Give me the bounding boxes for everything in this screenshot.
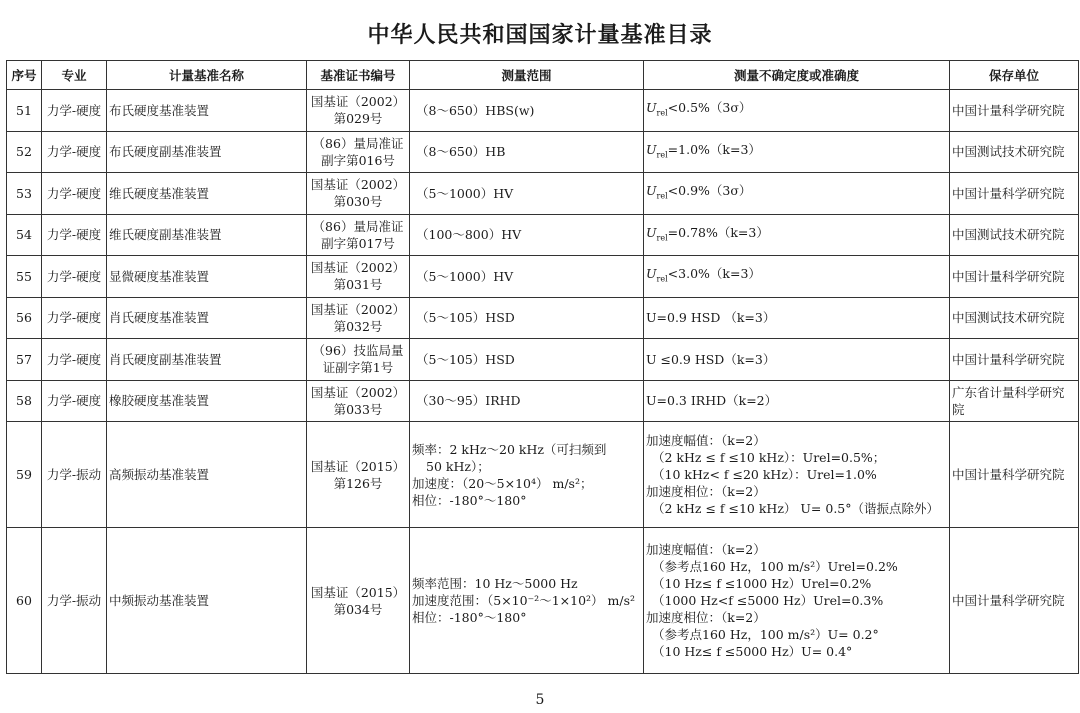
cell-no: 51 xyxy=(7,90,42,132)
cell-no: 59 xyxy=(7,422,42,528)
cell-field: 力学-硬度 xyxy=(42,214,107,256)
unc-line: （参考点160 Hz，100 m/s²）Urel=0.2% xyxy=(652,559,898,574)
cert-line: （96）技监局量 xyxy=(312,343,404,359)
cell-unit: 中国测试技术研究院 xyxy=(950,214,1079,256)
cell-unit: 中国计量科学研究院 xyxy=(950,256,1079,298)
unc-line: （参考点160 Hz，100 m/s²）U= 0.2° xyxy=(652,627,879,642)
table-row xyxy=(7,214,1079,256)
cell-field: 力学-振动 xyxy=(42,528,107,674)
cert-line: 国基证（2015） xyxy=(310,584,406,600)
unc-line: 加速度幅值：（k=2） xyxy=(646,542,766,557)
table-row xyxy=(7,173,1079,215)
cert-line: 国基证（2002） xyxy=(310,260,406,276)
table-header-row xyxy=(7,61,1079,90)
cell-field: 力学-硬度 xyxy=(42,90,107,132)
header-field: 专业 xyxy=(42,61,107,90)
cell-cert xyxy=(307,256,410,298)
cell-field: 力学-硬度 xyxy=(42,380,107,422)
cert-line: 第029号 xyxy=(333,111,383,127)
cert-line: （86）量局准证 xyxy=(312,218,404,234)
cell-unit: 广东省计量科学研究院 xyxy=(950,380,1079,422)
unc-line: 加速度相位：（k=2） xyxy=(646,610,766,625)
cell-name: 肖氏硬度基准装置 xyxy=(107,297,307,339)
range-line: 加速度：（20～5×10⁴） m/s²； xyxy=(412,475,593,491)
cell-name: 布氏硬度副基准装置 xyxy=(107,131,307,173)
cell-uncertainty: $U_{rel}=1.0\%(k=3)$ xyxy=(644,131,950,173)
cert-line: 国基证（2002） xyxy=(310,94,406,110)
cell-cert xyxy=(307,339,410,381)
range-line: 频率范围：10 Hz～5000 Hz xyxy=(412,576,578,591)
cert-line: 证副字第1号 xyxy=(322,360,394,376)
range-line: 加速度范围：（5×10⁻²～1×10²） m/s² xyxy=(412,593,635,608)
cell-unit: 中国计量科学研究院 xyxy=(950,422,1079,528)
cell-no: 57 xyxy=(7,339,42,381)
cell-range: （5～105）HSD xyxy=(410,297,644,339)
unc-line: （10 kHz< f ≤20 kHz）：Urel=1.0% xyxy=(652,467,877,482)
unc-line: （1000 Hz<f ≤5000 Hz）Urel=0.3% xyxy=(652,593,884,608)
unc-value: =0.78%（k=3） xyxy=(667,224,769,240)
cell-no: 58 xyxy=(7,380,42,422)
table-row xyxy=(7,422,1079,528)
table-row xyxy=(7,90,1079,132)
cell-uncertainty xyxy=(644,528,950,674)
cell-uncertainty: $U_{rel}=0.78\%(k=3)$ xyxy=(644,214,950,256)
cell-name: 肖氏硬度副基准装置 xyxy=(107,339,307,381)
cell-name: 维氏硬度副基准装置 xyxy=(107,214,307,256)
cell-field: 力学-硬度 xyxy=(42,256,107,298)
range-line: 相位：-180°～180° xyxy=(412,610,527,625)
header-name: 计量基准名称 xyxy=(107,61,307,90)
cell-range xyxy=(410,422,644,528)
cell-cert xyxy=(307,528,410,674)
unc-line: （2 kHz ≤ f ≤10 kHz） U= 0.5°（谐振点除外） xyxy=(652,501,940,516)
page-number: 5 xyxy=(535,692,545,708)
cell-field: 力学-硬度 xyxy=(42,297,107,339)
unc-value: <0.9%（3σ） xyxy=(667,183,752,198)
range-line: 相位：-180°～180° xyxy=(412,492,527,508)
cell-uncertainty: $U_{rel}<0.9\%(3\sigma)$ xyxy=(644,173,950,215)
cell-name: 高频振动基准装置 xyxy=(107,422,307,528)
cell-uncertainty: $U_{rel}<0.5\%(3\sigma)$ xyxy=(644,90,950,132)
cert-line: （86）量局准证 xyxy=(312,135,404,151)
header-uncertainty: 测量不确定度或准确度 xyxy=(644,61,950,90)
cell-field: 力学-硬度 xyxy=(42,339,107,381)
cell-cert xyxy=(307,90,410,132)
cert-line: 国基证（2002） xyxy=(310,301,406,317)
cell-range: （5～1000）HV xyxy=(410,173,644,215)
cert-line: 第031号 xyxy=(333,277,383,293)
unc-line: （10 Hz≤ f ≤1000 Hz）Urel=0.2% xyxy=(652,576,872,591)
unc-line: 加速度幅值：（k=2） xyxy=(646,433,766,448)
cell-unit: 中国计量科学研究院 xyxy=(950,339,1079,381)
cell-uncertainty: U=0.3 IRHD（k=2） xyxy=(644,380,950,422)
table-row xyxy=(7,339,1079,381)
cell-uncertainty: $U_{rel}<3.0\%(k=3)$ xyxy=(644,256,950,298)
cell-cert xyxy=(307,297,410,339)
unc-value: =1.0%（k=3） xyxy=(667,141,761,157)
cert-line: 第126号 xyxy=(333,475,383,491)
cell-field: 力学-硬度 xyxy=(42,173,107,215)
cell-name: 橡胶硬度基准装置 xyxy=(107,380,307,422)
table-row xyxy=(7,131,1079,173)
cert-line: 副字第016号 xyxy=(321,152,395,168)
cert-line: 国基证（2002） xyxy=(310,177,406,193)
cert-line: 国基证（2002） xyxy=(310,384,406,400)
table-row xyxy=(7,256,1079,298)
cell-no: 53 xyxy=(7,173,42,215)
cell-uncertainty: U=0.9 HSD （k=3） xyxy=(644,297,950,339)
cell-no: 54 xyxy=(7,214,42,256)
cell-cert xyxy=(307,422,410,528)
cell-no: 56 xyxy=(7,297,42,339)
cell-range: （5～105）HSD xyxy=(410,339,644,381)
cell-cert xyxy=(307,131,410,173)
cert-line: 第032号 xyxy=(333,318,383,334)
cert-line: 第034号 xyxy=(333,601,383,617)
range-line: 频率：2 kHz～20 kHz（可扫频到 xyxy=(412,441,607,457)
cell-name: 布氏硬度基准装置 xyxy=(107,90,307,132)
table-row xyxy=(7,297,1079,339)
cell-range: （30～95）IRHD xyxy=(410,380,644,422)
cell-unit: 中国计量科学研究院 xyxy=(950,90,1079,132)
unc-line: 加速度相位：（k=2） xyxy=(646,484,766,499)
cell-unit: 中国计量科学研究院 xyxy=(950,528,1079,674)
cell-uncertainty: U ≤0.9 HSD（k=3） xyxy=(644,339,950,381)
unc-value: <0.5%（3σ） xyxy=(667,100,752,115)
cert-line: 第030号 xyxy=(333,194,383,210)
unc-line: （10 Hz≤ f ≤5000 Hz）U= 0.4° xyxy=(652,644,853,659)
header-range: 测量范围 xyxy=(410,61,644,90)
cell-name: 维氏硬度基准装置 xyxy=(107,173,307,215)
cell-unit: 中国测试技术研究院 xyxy=(950,131,1079,173)
header-unit: 保存单位 xyxy=(950,61,1079,90)
cell-unit: 中国计量科学研究院 xyxy=(950,173,1079,215)
cell-no: 60 xyxy=(7,528,42,674)
cell-field: 力学-硬度 xyxy=(42,131,107,173)
cell-range: （100～800）HV xyxy=(410,214,644,256)
cell-field: 力学-振动 xyxy=(42,422,107,528)
cell-name: 中频振动基准装置 xyxy=(107,528,307,674)
cell-cert xyxy=(307,214,410,256)
cell-uncertainty xyxy=(644,422,950,528)
cell-range: （8～650）HB xyxy=(410,131,644,173)
header-no: 序号 xyxy=(7,61,42,90)
unc-value: <3.0%（k=3） xyxy=(667,266,761,281)
header-cert: 基准证书编号 xyxy=(307,61,410,90)
cell-no: 52 xyxy=(7,131,42,173)
cert-line: 副字第017号 xyxy=(321,235,395,251)
cell-cert xyxy=(307,380,410,422)
cell-range: （5～1000）HV xyxy=(410,256,644,298)
table-row xyxy=(7,528,1079,674)
range-line: 50 kHz）； xyxy=(426,458,490,474)
standards-table xyxy=(6,60,1079,674)
cell-name: 显微硬度基准装置 xyxy=(107,256,307,298)
cert-line: 国基证（2015） xyxy=(310,458,406,474)
cell-no: 55 xyxy=(7,256,42,298)
cell-cert xyxy=(307,173,410,215)
cell-range: （8～650）HBS(w) xyxy=(410,90,644,132)
unc-line: （2 kHz ≤ f ≤10 kHz）：Urel=0.5%； xyxy=(652,450,886,465)
cert-line: 第033号 xyxy=(333,401,383,417)
page-title: 中华人民共和国国家计量基准目录 xyxy=(367,23,713,48)
cell-unit: 中国测试技术研究院 xyxy=(950,297,1079,339)
cell-range xyxy=(410,528,644,674)
table-row xyxy=(7,380,1079,422)
